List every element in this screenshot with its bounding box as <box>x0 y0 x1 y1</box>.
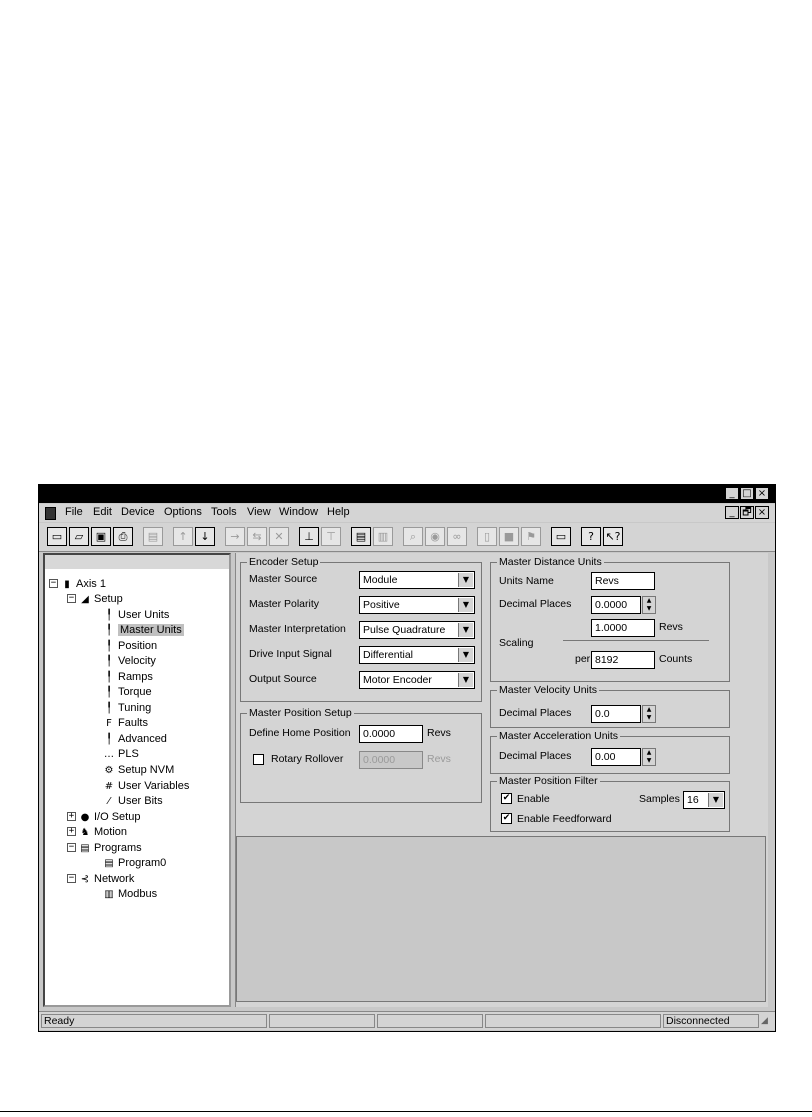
chevron-down-icon: ▼ <box>458 648 473 662</box>
child-close-button[interactable]: × <box>755 506 769 519</box>
bits-icon: ⁄ <box>108 796 110 807</box>
output-area <box>236 836 766 1002</box>
program-icon[interactable]: ▤ <box>351 527 371 546</box>
tree-item-position[interactable] <box>103 639 157 653</box>
decimal-places-label: Decimal Places <box>499 750 572 762</box>
child-minimize-button[interactable]: _ <box>725 506 739 519</box>
spin-up-icon[interactable]: ▲ <box>646 749 652 756</box>
tree-item-label: Motion <box>94 826 128 838</box>
close-button[interactable]: × <box>755 487 769 500</box>
scaling-label: Scaling <box>499 637 534 649</box>
drive-input-signal-label: Drive Input Signal <box>249 648 332 660</box>
select-value: Pulse Quadrature <box>363 624 446 636</box>
menu-bar <box>39 504 775 522</box>
select-value: Module <box>363 574 398 586</box>
status-connection: Disconnected <box>663 1014 759 1028</box>
faults-icon: F <box>106 718 112 729</box>
io-icon: ● <box>80 812 90 823</box>
tree-item-modbus[interactable] <box>103 887 157 901</box>
tree-item-user-bits[interactable] <box>103 794 163 808</box>
chevron-down-icon: ▼ <box>458 673 473 687</box>
filter-enable-label: Enable <box>517 793 550 805</box>
tree-item-label: PLS <box>118 748 139 760</box>
tree-item-faults[interactable] <box>103 716 148 730</box>
tree-item-network[interactable] <box>79 872 134 886</box>
status-cell-2 <box>269 1014 375 1028</box>
app-icon <box>45 507 56 520</box>
save-icon[interactable]: ▣ <box>91 527 111 546</box>
define-home-label: Define Home Position <box>249 727 351 739</box>
scaling-counts-input[interactable]: 8192 <box>591 651 655 669</box>
tree-item-label: Velocity <box>118 655 156 667</box>
tree-item-motion[interactable] <box>79 825 127 839</box>
decimal-places-label: Decimal Places <box>499 707 572 719</box>
tree-item-label: Axis 1 <box>76 578 106 590</box>
expand-io-icon[interactable]: + <box>68 811 75 821</box>
menu-tools[interactable]: Tools <box>211 506 237 518</box>
group-title: Master Velocity Units <box>499 684 598 696</box>
tree-item-label: Ramps <box>118 671 153 683</box>
tree-item-advanced[interactable] <box>103 732 167 746</box>
resize-grip-icon[interactable]: ◢ <box>761 1016 768 1026</box>
rotary-rollover-label: Rotary Rollover <box>271 753 344 765</box>
tree-item-label: I/O Setup <box>94 811 141 823</box>
spin-down-icon[interactable]: ▼ <box>646 714 652 721</box>
tree-item-label: Faults <box>118 717 148 729</box>
menu-file[interactable]: File <box>65 506 83 518</box>
title-bar <box>39 485 775 503</box>
help-icon[interactable]: ? <box>581 527 601 546</box>
spin-up-icon[interactable]: ▲ <box>646 597 652 604</box>
tree-item-label: User Bits <box>118 795 163 807</box>
rotary-rollover-unit: Revs <box>427 753 451 765</box>
master-acceleration-units-group <box>490 730 730 774</box>
chevron-down-icon: ▼ <box>458 623 473 637</box>
group-title: Master Position Filter <box>499 775 598 787</box>
network-icon: ⊰ <box>80 874 90 885</box>
rotary-rollover-checkbox[interactable] <box>253 754 264 765</box>
tree-item-axis-1[interactable] <box>61 577 106 591</box>
tree-item-master-units[interactable] <box>103 623 184 637</box>
drive-input-signal-select[interactable] <box>359 646 475 664</box>
master-interpretation-select[interactable] <box>359 621 475 639</box>
status-bar <box>39 1011 775 1030</box>
program-add-icon[interactable]: ▥ <box>373 527 393 546</box>
collapse-axis-icon[interactable]: − <box>50 578 57 588</box>
samples-label: Samples <box>639 793 680 805</box>
disconnect-icon[interactable]: ✕ <box>269 527 289 546</box>
expand-motion-icon[interactable]: + <box>68 826 75 836</box>
spin-down-icon[interactable]: ▼ <box>646 605 652 612</box>
motion-icon: ♞ <box>80 827 90 838</box>
axis-icon: ▮ <box>64 579 70 590</box>
node-icon: ╿ <box>105 672 113 683</box>
device-icon[interactable]: ▯ <box>477 527 497 546</box>
variables-icon: # <box>104 781 114 792</box>
chevron-down-icon: ▼ <box>708 793 723 807</box>
stop-icon[interactable]: ■ <box>499 527 519 546</box>
tree-item-pls[interactable] <box>103 747 139 761</box>
tree-item-label: Master Units <box>120 624 182 636</box>
tree-item-label: Setup <box>94 593 123 605</box>
compare-icon[interactable]: ⇆ <box>247 527 267 546</box>
tree-item-label: Program0 <box>118 857 167 869</box>
programs-icon: ▤ <box>80 843 90 854</box>
tree-item-setup-nvm[interactable] <box>103 763 174 777</box>
node-icon: ╿ <box>105 641 113 652</box>
tree-item-label: Position <box>118 640 158 652</box>
tree-item-label: User Units <box>118 609 170 621</box>
velocity-decimal-places-input[interactable]: 0.0 <box>591 705 641 723</box>
encoder-setup-group <box>240 556 482 702</box>
tree-item-user-variables[interactable] <box>103 779 189 793</box>
nvm-icon: ⚙ <box>104 765 114 776</box>
tree-header <box>45 555 229 569</box>
toolbar <box>39 523 775 552</box>
velocity-decimal-spinner[interactable] <box>642 705 656 723</box>
tree-item-label: Advanced <box>118 733 167 745</box>
project-tree[interactable] <box>43 553 231 1007</box>
select-value: Positive <box>363 599 400 611</box>
acceleration-decimal-places-input[interactable]: 0.00 <box>591 748 641 766</box>
tree-item-label: Network <box>94 873 135 885</box>
node-icon: ╿ <box>105 703 113 714</box>
master-polarity-label: Master Polarity <box>249 598 320 610</box>
flag-icon[interactable]: ⚑ <box>521 527 541 546</box>
menu-view[interactable]: View <box>247 506 271 518</box>
acceleration-decimal-spinner[interactable] <box>642 748 656 766</box>
child-restore-button[interactable]: 🗗 <box>740 506 754 519</box>
node-icon: ╿ <box>105 687 113 698</box>
master-interpretation-label: Master Interpretation <box>249 623 346 635</box>
tree-item-programs[interactable] <box>79 841 142 855</box>
units-name-label: Units Name <box>499 575 554 587</box>
distance-decimal-spinner[interactable] <box>642 596 656 614</box>
status-cell-4 <box>485 1014 661 1028</box>
per-label: per <box>575 653 591 665</box>
select-value: 16 <box>687 794 699 806</box>
master-position-filter-group <box>490 775 730 832</box>
tree-item-ramps[interactable] <box>103 670 153 684</box>
maximize-button[interactable]: □ <box>740 487 754 500</box>
node-icon: ╿ <box>105 610 113 621</box>
output-source-label: Output Source <box>249 673 317 685</box>
tree-item-label: User Variables <box>118 780 190 792</box>
tree-item-tuning[interactable] <box>103 701 151 715</box>
menu-options[interactable]: Options <box>164 506 202 518</box>
decimal-places-label: Decimal Places <box>499 598 572 610</box>
zoom-icon[interactable]: ⌕ <box>403 527 423 546</box>
menu-edit[interactable]: Edit <box>93 506 112 518</box>
menu-help[interactable]: Help <box>327 506 350 518</box>
minimize-button[interactable]: _ <box>725 487 739 500</box>
output-source-select[interactable] <box>359 671 475 689</box>
tree-item-label: Setup NVM <box>118 764 175 776</box>
axis-remove-icon[interactable]: ⊤ <box>321 527 341 546</box>
context-help-icon[interactable]: ↖? <box>603 527 623 546</box>
master-units-panel <box>235 553 768 1007</box>
print-icon[interactable]: ⎙ <box>113 527 133 546</box>
program-icon: ▤ <box>104 858 114 869</box>
chevron-down-icon: ▼ <box>458 573 473 587</box>
units-name-input[interactable]: Revs <box>591 572 655 590</box>
tree-item-program0[interactable] <box>103 856 166 870</box>
tree-item-label: Tuning <box>118 702 152 714</box>
tree-item-torque[interactable] <box>103 685 152 699</box>
samples-select[interactable] <box>683 791 725 809</box>
select-value: Differential <box>363 649 413 661</box>
window-icon[interactable]: ▭ <box>551 527 571 546</box>
menu-device[interactable]: Device <box>121 506 155 518</box>
collapse-programs-icon[interactable]: − <box>68 842 75 852</box>
group-title: Master Acceleration Units <box>499 730 619 742</box>
master-velocity-units-group <box>490 684 730 728</box>
tree-item-io-setup[interactable] <box>79 810 140 824</box>
axis-add-icon[interactable]: ⊥ <box>299 527 319 546</box>
setup-icon: ◢ <box>81 594 89 605</box>
filter-enable-checkbox[interactable]: ✔ <box>502 793 511 803</box>
define-home-input[interactable]: 0.0000 <box>359 725 423 743</box>
scaling-divider <box>563 640 709 641</box>
select-value: Motor Encoder <box>363 674 432 686</box>
master-source-select[interactable] <box>359 571 475 589</box>
collapse-setup-icon[interactable]: − <box>68 593 75 603</box>
tree-item-label: Programs <box>94 842 142 854</box>
scaling-revs-input[interactable]: 1.0000 <box>591 619 655 637</box>
new-file-icon[interactable]: ▭ <box>47 527 67 546</box>
master-distance-units-group <box>490 556 730 682</box>
node-icon: ╿ <box>105 656 113 667</box>
master-polarity-select[interactable] <box>359 596 475 614</box>
run-icon[interactable]: ◉ <box>425 527 445 546</box>
pls-icon: … <box>104 749 114 760</box>
group-title: Master Distance Units <box>499 556 602 568</box>
tree-item-label: Torque <box>118 686 152 698</box>
master-position-setup-group <box>240 707 482 803</box>
master-source-label: Master Source <box>249 573 318 585</box>
group-title: Encoder Setup <box>249 556 319 568</box>
connect-icon[interactable]: → <box>225 527 245 546</box>
distance-decimal-places-input[interactable]: 0.0000 <box>591 596 641 614</box>
status-ready: Ready <box>41 1014 267 1028</box>
page-bottom-rule <box>0 1111 812 1112</box>
collapse-network-icon[interactable]: − <box>68 873 75 883</box>
chevron-down-icon: ▼ <box>458 598 473 612</box>
tree-item-user-units[interactable] <box>103 608 169 622</box>
node-icon: ╿ <box>105 734 113 745</box>
spin-up-icon[interactable]: ▲ <box>646 706 652 713</box>
scaling-counts-unit: Counts <box>659 653 693 665</box>
open-folder-icon[interactable]: ▱ <box>69 527 89 546</box>
status-cell-3 <box>377 1014 483 1028</box>
spin-down-icon[interactable]: ▼ <box>646 757 652 764</box>
group-title: Master Position Setup <box>249 707 352 719</box>
download-icon[interactable]: ↓ <box>195 527 215 546</box>
modbus-icon: ▥ <box>104 889 114 900</box>
tree-item-velocity[interactable] <box>103 654 156 668</box>
feedforward-label: Enable Feedforward <box>517 813 612 825</box>
define-home-unit: Revs <box>427 727 451 739</box>
monitor-icon[interactable]: ∞ <box>447 527 467 546</box>
menu-window[interactable]: Window <box>279 506 319 518</box>
main-window <box>38 484 776 1032</box>
feedforward-checkbox[interactable]: ✔ <box>502 813 511 823</box>
scaling-revs-unit: Revs <box>659 621 683 633</box>
properties-icon[interactable]: ▤ <box>143 527 163 546</box>
upload-icon[interactable]: ↑ <box>173 527 193 546</box>
rotary-rollover-input[interactable]: 0.0000 <box>359 751 423 769</box>
tree-item-label: Modbus <box>118 888 158 900</box>
node-icon: ╿ <box>105 625 113 636</box>
tree-item-setup[interactable] <box>79 592 123 606</box>
